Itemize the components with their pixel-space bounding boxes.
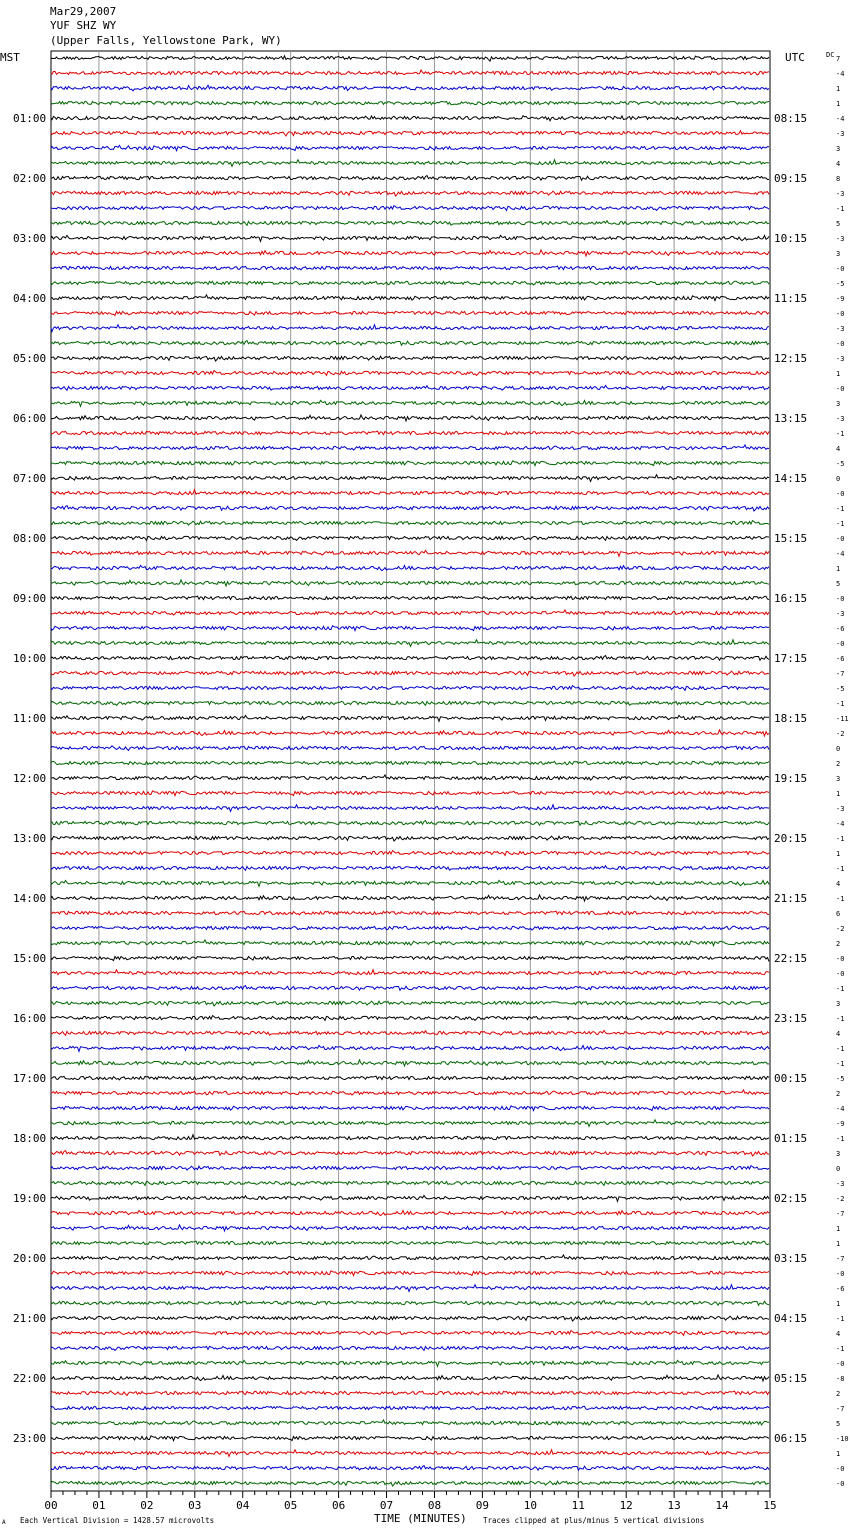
dc-offset-value: 4	[836, 445, 841, 453]
dc-offset-value: -0	[836, 1270, 845, 1278]
dc-offset-value: -3	[836, 610, 845, 618]
seismic-trace	[51, 371, 769, 376]
hour-label-left: 13:00	[13, 832, 47, 845]
x-tick-label: 15	[763, 1499, 777, 1512]
hour-label-left: 04:00	[13, 292, 47, 305]
dc-offset-value: -6	[836, 1285, 845, 1293]
hour-label-right: 19:15	[774, 772, 808, 785]
dc-offset-value: -3	[836, 325, 845, 333]
dc-offset-value: 1	[836, 850, 841, 858]
seismic-trace	[51, 956, 769, 961]
hour-label-left: 05:00	[13, 352, 47, 365]
dc-offset-value: -1	[836, 865, 845, 873]
x-tick-label: 05	[284, 1499, 298, 1512]
dc-offset-value: -0	[836, 955, 845, 963]
hour-label-left: 01:00	[13, 112, 47, 125]
hour-label-right: 15:15	[774, 532, 808, 545]
seismic-trace	[51, 656, 769, 661]
hour-label-right: 10:15	[774, 232, 808, 245]
timezone-right-label: UTC	[785, 51, 805, 64]
seismic-trace	[51, 1106, 769, 1111]
dc-offset-value: -1	[836, 895, 845, 903]
seismic-trace	[51, 475, 769, 482]
seismic-trace	[51, 506, 769, 511]
seismic-trace	[51, 940, 769, 946]
x-tick-label: 02	[140, 1499, 154, 1512]
dc-offset-value: 0	[836, 1165, 841, 1173]
dc-offset-value: -1	[836, 985, 845, 993]
seismic-trace	[51, 1166, 769, 1171]
dc-offset-value: 4	[836, 1330, 841, 1338]
dc-offset-value: -7	[836, 1210, 845, 1218]
dc-offset-value: 3	[836, 1000, 841, 1008]
hour-label-left: 14:00	[13, 892, 47, 905]
seismic-trace	[51, 775, 769, 780]
seismic-trace	[51, 970, 769, 975]
x-tick-label: 09	[475, 1499, 490, 1512]
dc-offset-value: -2	[836, 1195, 845, 1203]
dc-offset-value: -3	[836, 190, 845, 198]
hour-label-right: 08:15	[774, 112, 808, 125]
dc-offset-value: -3	[836, 130, 845, 138]
seismic-trace	[51, 866, 769, 871]
hour-label-right: 00:15	[774, 1072, 808, 1085]
dc-offset-value: -1	[836, 1135, 845, 1143]
dc-offset-value: -4	[836, 1105, 845, 1113]
seismic-trace	[51, 550, 769, 556]
hour-label-right: 12:15	[774, 352, 808, 365]
seismic-trace	[51, 1301, 769, 1306]
seismic-trace	[51, 671, 769, 676]
seismic-trace	[51, 445, 769, 450]
hour-label-right: 23:15	[774, 1012, 808, 1025]
dc-offset-value: -0	[836, 1360, 845, 1368]
seismic-trace	[51, 1060, 769, 1066]
dc-offset-value: -1	[836, 1345, 845, 1353]
dc-offset-value: -3	[836, 1180, 845, 1188]
hour-label-right: 04:15	[774, 1312, 808, 1325]
dc-offset-value: 5	[836, 220, 841, 228]
seismic-trace	[51, 70, 769, 75]
dc-offset-value: -3	[836, 415, 845, 423]
seismic-trace	[51, 311, 769, 315]
seismic-trace	[51, 85, 769, 91]
dc-offset-value: 4	[836, 880, 841, 888]
dc-offset-value: 1	[836, 85, 841, 93]
x-tick-label: 10	[523, 1499, 537, 1512]
dc-offset-value: 0	[836, 475, 841, 483]
seismic-trace	[51, 1120, 769, 1127]
dc-offset-value: 2	[836, 1090, 841, 1098]
seismic-trace	[51, 1016, 769, 1021]
dc-offset-value: 2	[836, 760, 841, 768]
seismic-trace	[51, 1045, 769, 1051]
dc-offset-value: -0	[836, 535, 845, 543]
dc-offset-value: -5	[836, 685, 845, 693]
hour-label-right: 05:15	[774, 1372, 808, 1385]
hour-label-left: 20:00	[13, 1252, 47, 1265]
seismic-trace	[51, 565, 769, 570]
dc-offset-value: 4	[836, 160, 841, 168]
chart-date: Mar29,2007	[50, 5, 117, 18]
dc-offset-value: -2	[836, 925, 845, 933]
seismic-trace	[51, 400, 769, 406]
seismic-trace	[51, 1076, 769, 1080]
seismic-trace	[51, 281, 769, 285]
dc-offset-value: -4	[836, 820, 845, 828]
dc-offset-value: -0	[836, 310, 845, 318]
seismic-trace	[51, 356, 769, 361]
seismic-trace	[51, 640, 769, 647]
hour-label-right: 06:15	[774, 1432, 808, 1445]
x-tick-label: 08	[427, 1499, 442, 1512]
seismic-trace	[51, 536, 769, 540]
seismic-trace	[51, 1285, 769, 1292]
seismic-trace	[51, 206, 769, 211]
dc-offset-value: 1	[836, 100, 841, 108]
dc-offset-value: -9	[836, 295, 845, 303]
dc-offset-value: -7	[836, 670, 845, 678]
dc-offset-value: -2	[836, 730, 845, 738]
dc-offset-value: -3	[836, 235, 845, 243]
dc-offset-value: 1	[836, 1300, 841, 1308]
seismic-trace	[51, 461, 769, 466]
dc-offset-value: -0	[836, 970, 845, 978]
hour-label-left: 23:00	[13, 1432, 47, 1445]
seismic-trace	[51, 1255, 769, 1260]
hour-label-right: 03:15	[774, 1252, 808, 1265]
dc-offset-value: -7	[836, 1255, 845, 1263]
dc-offset-value: -1	[836, 430, 845, 438]
dc-offset-value: 7	[836, 55, 841, 63]
hour-label-left: 12:00	[13, 772, 47, 785]
seismic-trace	[51, 490, 769, 495]
hour-label-right: 22:15	[774, 952, 808, 965]
dc-offset-value: -0	[836, 595, 845, 603]
dc-offset-value: 1	[836, 1240, 841, 1248]
dc-offset-value: -3	[836, 355, 845, 363]
seismic-trace	[51, 385, 769, 390]
seismic-trace	[51, 895, 769, 901]
seismic-trace	[51, 1391, 769, 1396]
x-tick-label: 13	[667, 1499, 681, 1512]
hour-label-right: 17:15	[774, 652, 808, 665]
dc-offset-value: -1	[836, 1315, 845, 1323]
station-code: YUF SHZ WY	[50, 19, 117, 32]
dc-offset-value: -7	[836, 1405, 845, 1413]
seismic-trace	[51, 926, 769, 930]
hour-label-left: 15:00	[13, 952, 47, 965]
seismic-trace	[51, 880, 769, 886]
seismic-trace	[51, 580, 769, 586]
seismic-trace	[51, 1271, 769, 1276]
dc-offset-value: 4	[836, 1030, 841, 1038]
seismic-trace	[51, 191, 769, 196]
x-tick-label: 12	[619, 1499, 633, 1512]
seismic-trace	[51, 1406, 769, 1410]
dc-offset-value: -0	[836, 385, 845, 393]
hour-label-right: 13:15	[774, 412, 808, 425]
seismic-trace	[51, 1241, 769, 1245]
hour-label-right: 16:15	[774, 592, 808, 605]
x-tick-label: 07	[379, 1499, 394, 1512]
seismic-trace	[51, 341, 769, 346]
seismic-trace	[51, 986, 769, 991]
seismic-trace	[51, 521, 769, 526]
dc-offset-value: -1	[836, 835, 845, 843]
dc-offset-value: -4	[836, 70, 845, 78]
hour-label-left: 08:00	[13, 532, 47, 545]
seismic-trace	[51, 1181, 769, 1185]
dc-offset-value: 2	[836, 1390, 841, 1398]
seismic-trace	[51, 1346, 769, 1350]
scale-note: Each Vertical Division = 1428.57 microvolts	[20, 1516, 215, 1525]
station-location: (Upper Falls, Yellowstone Park, WY)	[50, 34, 282, 47]
seismic-trace	[51, 715, 769, 721]
hour-label-right: 02:15	[774, 1192, 808, 1205]
seismic-trace	[51, 1135, 769, 1140]
hour-label-left: 10:00	[13, 652, 47, 665]
hour-label-left: 06:00	[13, 412, 47, 425]
dc-offset-value: 3	[836, 250, 841, 258]
seismic-trace	[51, 1195, 769, 1201]
dc-offset-value: 8	[836, 175, 841, 183]
seismic-trace	[51, 145, 769, 150]
seismic-trace	[51, 56, 769, 61]
seismic-trace	[51, 235, 769, 241]
hour-label-right: 14:15	[774, 472, 808, 485]
dc-offset-value: 5	[836, 1420, 841, 1428]
dc-offset-value: -0	[836, 265, 845, 273]
dc-offset-value: 6	[836, 910, 841, 918]
dc-offset-value: -0	[836, 490, 845, 498]
dc-offset-value: -1	[836, 1045, 845, 1053]
seismic-trace	[51, 250, 769, 256]
trace-group	[51, 56, 769, 1486]
x-tick-label: 11	[571, 1499, 585, 1512]
dc-offset-value: -1	[836, 1015, 845, 1023]
dc-offset-value: 3	[836, 145, 841, 153]
hour-label-left: 18:00	[13, 1132, 47, 1145]
dc-offset-value: -6	[836, 655, 845, 663]
seismic-trace	[51, 596, 769, 600]
seismic-trace	[51, 626, 769, 631]
dc-offset-value: -5	[836, 280, 845, 288]
clip-note: Traces clipped at plus/minus 5 vertical divisions	[483, 1516, 705, 1525]
seismic-trace	[51, 1466, 769, 1471]
axis-labels	[13, 55, 849, 1512]
dc-offset-value: -0	[836, 1465, 845, 1473]
dc-offset-value: -10	[836, 1435, 849, 1443]
hour-label-right: 20:15	[774, 832, 808, 845]
seismic-trace	[51, 746, 769, 751]
dc-offset-value: -0	[836, 640, 845, 648]
dc-offset-value: -8	[836, 1375, 845, 1383]
dc-offset-value: -1	[836, 520, 845, 528]
hour-label-left: 07:00	[13, 472, 47, 485]
seismic-trace	[51, 1210, 769, 1215]
seismic-trace	[51, 221, 769, 226]
seismic-trace	[51, 1420, 769, 1425]
seismic-trace	[51, 266, 769, 270]
seismic-trace	[51, 431, 769, 435]
dc-offset-value: -1	[836, 700, 845, 708]
hour-label-left: 16:00	[13, 1012, 47, 1025]
seismic-trace	[51, 911, 769, 915]
hour-label-left: 17:00	[13, 1072, 47, 1085]
seismic-trace	[51, 1436, 769, 1441]
seismic-trace	[51, 761, 769, 765]
x-tick-label: 14	[715, 1499, 729, 1512]
seismic-trace	[51, 1375, 769, 1381]
seismic-trace	[51, 101, 769, 105]
seismic-trace	[51, 176, 769, 181]
seismic-trace	[51, 836, 769, 841]
seismic-trace	[51, 1450, 769, 1457]
seismic-trace	[51, 805, 769, 812]
seismic-trace	[51, 791, 769, 796]
timezone-left-label: MST	[0, 51, 20, 64]
corner-mark: A	[2, 1519, 6, 1526]
x-tick-label: 03	[188, 1499, 202, 1512]
x-tick-label: 00	[44, 1499, 58, 1512]
seismic-trace	[51, 1090, 769, 1095]
dc-offset-value: 3	[836, 775, 841, 783]
seismic-trace	[51, 1316, 769, 1321]
seismic-trace	[51, 116, 769, 121]
seismic-trace	[51, 1001, 769, 1006]
seismic-trace	[51, 1151, 769, 1156]
hour-label-left: 22:00	[13, 1372, 47, 1385]
seismic-trace	[51, 1360, 769, 1366]
seismic-trace	[51, 1030, 769, 1035]
seismic-trace	[51, 730, 769, 736]
dc-offset-value: 1	[836, 1225, 841, 1233]
seismic-trace	[51, 686, 769, 691]
dc-offset-value: -4	[836, 115, 845, 123]
seismic-trace	[51, 610, 769, 615]
hour-label-right: 18:15	[774, 712, 808, 725]
dc-offset-header: DC	[826, 51, 835, 59]
seismic-trace	[51, 325, 769, 332]
x-axis-title: TIME (MINUTES)	[374, 1512, 467, 1525]
hour-label-left: 02:00	[13, 172, 47, 185]
dc-offset-value: -11	[836, 715, 849, 723]
seismic-trace	[51, 1331, 769, 1336]
hour-label-right: 11:15	[774, 292, 808, 305]
dc-offset-value: -4	[836, 550, 845, 558]
seismic-trace	[51, 295, 769, 301]
seismic-trace	[51, 821, 769, 826]
x-tick-label: 01	[92, 1499, 106, 1512]
dc-offset-value: 1	[836, 790, 841, 798]
dc-offset-value: -9	[836, 1120, 845, 1128]
dc-offset-value: -5	[836, 1075, 845, 1083]
dc-offset-value: -1	[836, 205, 845, 213]
hour-label-left: 21:00	[13, 1312, 47, 1325]
hour-label-right: 09:15	[774, 172, 808, 185]
hour-label-left: 11:00	[13, 712, 47, 725]
dc-offset-value: 1	[836, 370, 841, 378]
dc-offset-value: 0	[836, 745, 841, 753]
dc-offset-value: -3	[836, 805, 845, 813]
dc-offset-value: -1	[836, 1060, 845, 1068]
seismic-trace	[51, 160, 769, 167]
hour-label-left: 19:00	[13, 1192, 47, 1205]
hour-label-right: 21:15	[774, 892, 808, 905]
dc-offset-value: 1	[836, 565, 841, 573]
dc-offset-value: 1	[836, 1450, 841, 1458]
hour-label-left: 09:00	[13, 592, 47, 605]
dc-offset-value: -6	[836, 625, 845, 633]
seismic-trace	[51, 131, 769, 136]
dc-offset-value: -1	[836, 505, 845, 513]
hour-label-left: 03:00	[13, 232, 47, 245]
seismic-trace	[51, 1225, 769, 1231]
dc-offset-value: 3	[836, 400, 841, 408]
seismic-trace	[51, 701, 769, 705]
seismic-trace	[51, 415, 769, 421]
dc-offset-value: 2	[836, 940, 841, 948]
dc-offset-value: -0	[836, 1480, 845, 1488]
hour-label-right: 01:15	[774, 1132, 808, 1145]
seismic-trace	[51, 851, 769, 856]
dc-offset-value: 5	[836, 580, 841, 588]
dc-offset-value: -0	[836, 340, 845, 348]
dc-offset-value: 3	[836, 1150, 841, 1158]
seismic-trace	[51, 1481, 769, 1486]
dc-offset-value: -5	[836, 460, 845, 468]
x-tick-label: 06	[331, 1499, 346, 1512]
x-tick-label: 04	[236, 1499, 250, 1512]
